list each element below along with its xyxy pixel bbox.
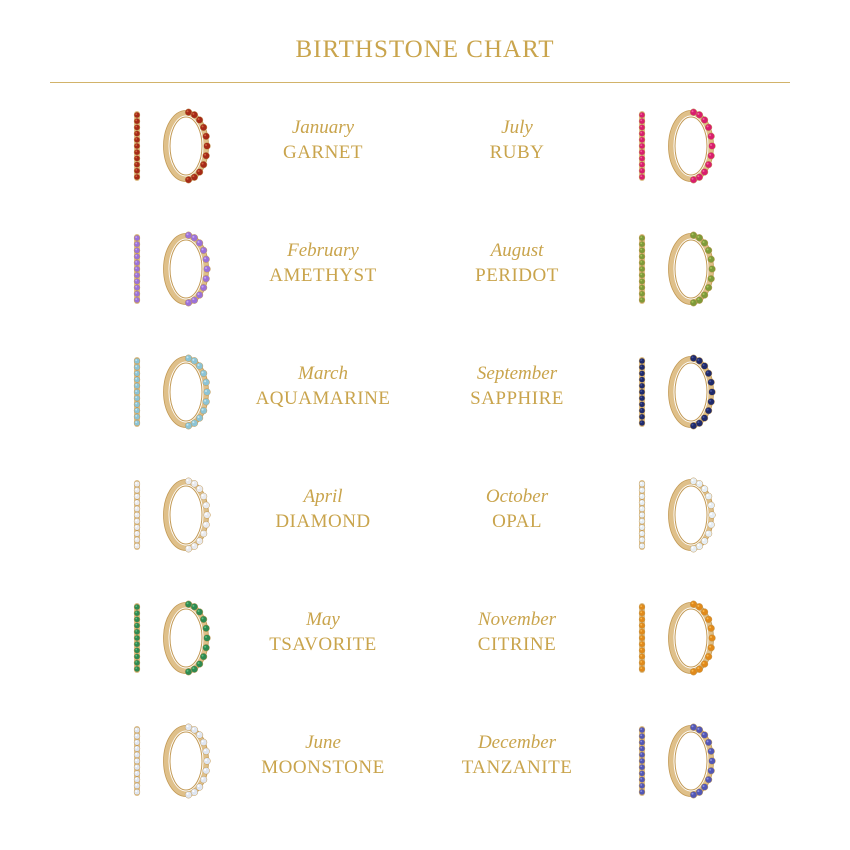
chart-title: BIRTHSTONE CHART <box>295 36 555 63</box>
garnet-huggie-earrings-icon <box>128 106 218 186</box>
month-name: September <box>476 363 558 384</box>
month-name: October <box>485 486 549 507</box>
stone-name: TANZANITE <box>461 757 573 778</box>
birthstone-label-october <box>427 485 607 535</box>
birthstone-label-november <box>427 608 607 658</box>
tsavorite-huggie-earrings-icon <box>128 598 218 678</box>
stone-name: CITRINE <box>477 634 557 655</box>
earring-image-sapphire <box>633 352 723 432</box>
birthstone-row <box>0 598 850 678</box>
stone-name: SAPPHIRE <box>470 388 564 409</box>
earring-image-peridot <box>633 229 723 309</box>
stone-name: DIAMOND <box>275 511 371 532</box>
birthstone-label-july <box>427 116 607 166</box>
month-name: March <box>298 363 348 384</box>
birthstone-row <box>0 721 850 801</box>
stone-name: PERIDOT <box>475 265 559 286</box>
birthstone-row <box>0 475 850 555</box>
sapphire-huggie-earrings-icon <box>633 352 723 432</box>
earring-image-citrine <box>633 598 723 678</box>
stone-name: TSAVORITE <box>269 634 377 655</box>
month-name: April <box>303 486 343 507</box>
birthstone-label-may <box>233 608 413 658</box>
earring-image-diamond <box>128 475 218 555</box>
earring-image-amethyst <box>128 229 218 309</box>
birthstone-label-june <box>233 731 413 781</box>
month-name: May <box>306 609 340 630</box>
earring-image-opal <box>633 475 723 555</box>
moonstone-huggie-earrings-icon <box>128 721 218 801</box>
stone-name: MOONSTONE <box>261 757 385 778</box>
aquamarine-huggie-earrings-icon <box>128 352 218 432</box>
birthstone-label-august <box>427 239 607 289</box>
birthstone-row <box>0 352 850 432</box>
earring-image-ruby <box>633 106 723 186</box>
birthstone-row <box>0 229 850 309</box>
month-name: August <box>490 240 544 261</box>
birthstone-label-september <box>427 362 607 412</box>
diamond-huggie-earrings-icon <box>128 475 218 555</box>
birthstone-label-january <box>233 116 413 166</box>
ruby-huggie-earrings-icon <box>633 106 723 186</box>
stone-name: AMETHYST <box>269 265 377 286</box>
stone-name: RUBY <box>489 142 545 163</box>
month-name: November <box>477 609 557 630</box>
tanzanite-huggie-earrings-icon <box>633 721 723 801</box>
birthstone-row <box>0 106 850 186</box>
stone-name: OPAL <box>492 511 542 532</box>
birthstone-label-march <box>233 362 413 412</box>
earring-image-moonstone <box>128 721 218 801</box>
birthstone-label-february <box>233 239 413 289</box>
birthstone-label-december <box>427 731 607 781</box>
month-name: February <box>287 240 359 261</box>
birthstone-label-april <box>233 485 413 535</box>
earring-image-tanzanite <box>633 721 723 801</box>
amethyst-huggie-earrings-icon <box>128 229 218 309</box>
month-name: January <box>291 117 355 138</box>
stone-name: GARNET <box>282 142 364 163</box>
peridot-huggie-earrings-icon <box>633 229 723 309</box>
earring-image-aquamarine <box>128 352 218 432</box>
earring-image-tsavorite <box>128 598 218 678</box>
citrine-huggie-earrings-icon <box>633 598 723 678</box>
month-name: July <box>501 117 533 138</box>
title-divider <box>50 82 790 83</box>
stone-name: AQUAMARINE <box>255 388 391 409</box>
month-name: June <box>305 732 341 753</box>
month-name: December <box>477 732 557 753</box>
earring-image-garnet <box>128 106 218 186</box>
opal-huggie-earrings-icon <box>633 475 723 555</box>
